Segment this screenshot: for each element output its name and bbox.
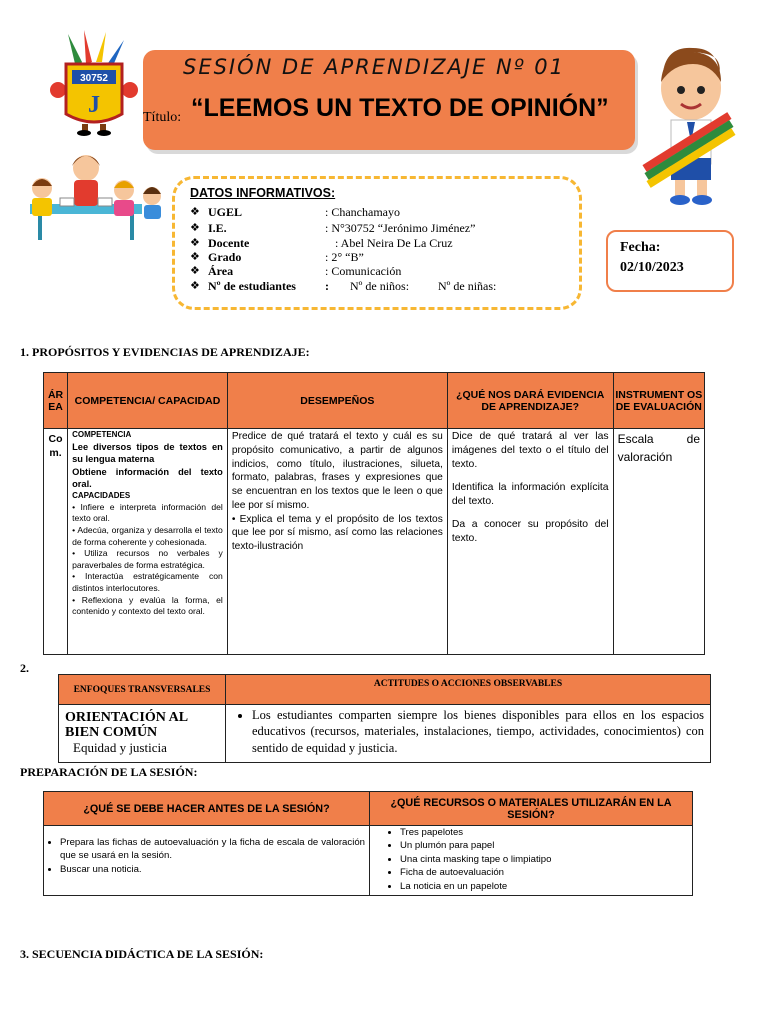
diamond-bullet-icon: ❖ (190, 251, 200, 263)
header-enfoques: ENFOQUES TRANSVERSALES (59, 675, 226, 705)
datos-heading: DATOS INFORMATIVOS: (190, 186, 336, 200)
logo-number: 30752 (80, 73, 108, 84)
title-banner (143, 50, 635, 150)
datos-value: : Abel Neira De La Cruz (335, 236, 453, 250)
preparacion-title: PREPARACIÓN DE LA SESIÓN: (20, 765, 198, 779)
section1-title: 1. PROPÓSITOS Y EVIDENCIAS DE APRENDIZAJE: (20, 345, 310, 359)
capacidad-item: • Reflexiona y evalúa la forma, el contenido y contexto del texto oral. (72, 594, 223, 617)
antes-item: • Buscar una noticia. (60, 863, 365, 876)
recurso-item: • Ficha de autoevaluación (400, 866, 688, 879)
capacidad-item: • Utiliza recursos no verbales y paraverbales de forma estratégica. (72, 548, 223, 570)
fecha-label: Fecha: (620, 240, 661, 255)
evidencia-item: Identifica la información explícita del texto. (451, 482, 609, 508)
recurso-item: • La noticia en un papelote (400, 880, 688, 893)
boy-with-pencils-illustration (637, 42, 741, 210)
ninas-label: Nº de niñas: (438, 279, 497, 293)
datos-label: UGEL (208, 205, 243, 219)
diamond-bullet-icon: ❖ (190, 265, 200, 277)
recursos-cell (370, 826, 693, 896)
datos-value: : 2° “B” (325, 250, 364, 264)
header-evidencia: ¿QUÉ NOS DARÁ EVIDENCIA DE APRENDIZAJE? (447, 373, 613, 429)
actitud-item: • Los estudiantes comparten siempre los bienes disponibles para ellos en los espacios educativos (recursos, materiales, instalaciones, tiempo, actividades, conocimientos) con sentido de equidad y justicia. (252, 707, 704, 756)
header-competencia: COMPETENCIA/ CAPACIDAD (68, 373, 228, 429)
preparacion-table (43, 791, 693, 896)
header-antes: ¿QUÉ SE DEBE HACER ANTES DE LA SESIÓN? (44, 792, 370, 826)
evidencia-item: Dice de qué tratará al ver las imágenes del texto o el título del texto. (451, 431, 609, 471)
enfoque-cell (59, 705, 226, 763)
ninos-label: Nº de niños: (350, 279, 410, 293)
instrumento-cell: Escala de valoración (613, 429, 704, 655)
desempenos-cell (227, 429, 447, 655)
title-label: Título: (143, 110, 182, 125)
competencia-cell (68, 429, 228, 655)
fecha-value: 02/10/2023 (620, 260, 684, 275)
enfoque-subvalue: Equidad y justicia (73, 740, 167, 756)
datos-label: I.E. (208, 221, 227, 235)
antes-cell (44, 826, 370, 896)
recurso-item: • Tres papelotes (400, 826, 688, 839)
capacidad-item: • Infiere e interpreta información del texto oral. (72, 501, 223, 524)
capacidad-item: • Interactúa estratégicamente con distintos interlocutores. (72, 571, 223, 593)
header-desempenos: DESEMPEÑOS (227, 373, 447, 429)
evidencia-item: Da a conocer su propósito del texto. (451, 519, 609, 545)
antes-item: • Prepara las fichas de autoevaluación y la ficha de escala de valoración que se usará en la sesión. (60, 836, 365, 863)
title-value: “LEEMOS UN TEXTO DE OPINIÓN” (191, 94, 609, 122)
propositos-table (43, 372, 705, 655)
header-actitudes: ACTITUDES O ACCIONES OBSERVABLES (226, 675, 711, 705)
enfoque-title: ORIENTACIÓN AL BIEN COMÚN (65, 710, 188, 740)
children-reading-illustration (20, 150, 170, 242)
desempeno-item: • Explica el tema y el propósito de los textos que lee por sí mismo, así como las relaciones texto-ilustración (231, 513, 443, 553)
datos-label: Docente (208, 236, 250, 250)
area-cell: Co m. (44, 429, 68, 655)
header-instrumentos: INSTRUMENT OS DE EVALUACIÓN (613, 373, 704, 429)
diamond-bullet-icon: ❖ (190, 206, 200, 218)
diamond-bullet-icon: ❖ (190, 280, 200, 292)
competencia-text: Obtiene información del texto oral. (72, 466, 223, 490)
session-title: SESIÓN DE APRENDIZAJE Nº 01 (183, 55, 566, 79)
header-area: ÁR EA (44, 373, 68, 429)
datos-label: Área (208, 264, 234, 278)
school-logo (48, 28, 140, 136)
competencia-label: COMPETENCIA (72, 430, 132, 439)
diamond-bullet-icon: ❖ (190, 222, 200, 234)
recurso-item: • Un plumón para papel (400, 839, 688, 852)
datos-label: Nº de estudiantes (208, 279, 296, 293)
diamond-bullet-icon: ❖ (190, 237, 200, 249)
header-recursos: ¿QUÉ RECURSOS O MATERIALES UTILIZARÁN EN LA SESIÓN? (370, 792, 693, 826)
datos-value: : (325, 279, 329, 293)
section2-number: 2. (20, 661, 29, 675)
competencia-text: Lee diversos tipos de textos en su lengua materna (72, 441, 223, 465)
datos-value: : Comunicación (325, 264, 402, 278)
capacidades-label: CAPACIDADES (72, 490, 131, 500)
datos-label: Grado (208, 250, 242, 264)
datos-value: : Chanchamayo (325, 205, 400, 219)
evidencia-cell (447, 429, 613, 655)
recurso-item: • Una cinta masking tape o limpiatipo (400, 853, 688, 866)
enfoques-table (58, 674, 711, 763)
logo-letters: J (88, 92, 100, 118)
fecha-box (606, 230, 734, 292)
desempeno-item: Predice de qué tratará el texto y cuál es su propósito comunicativo, a partir de algunos indicios, como título, ilustraciones, silueta, formato, palabras, frases y expresiones que se encuentran en los textos que le leen o que lee por sí mismo. (231, 431, 443, 511)
actitud-cell (226, 705, 711, 763)
section3-title: 3. SECUENCIA DIDÁCTICA DE LA SESIÓN: (20, 947, 264, 961)
capacidad-item: • Adecúa, organiza y desarrolla el texto de forma coherente y cohesionada. (72, 524, 223, 547)
datos-value: : N°30752 “Jerónimo Jiménez” (325, 221, 476, 235)
